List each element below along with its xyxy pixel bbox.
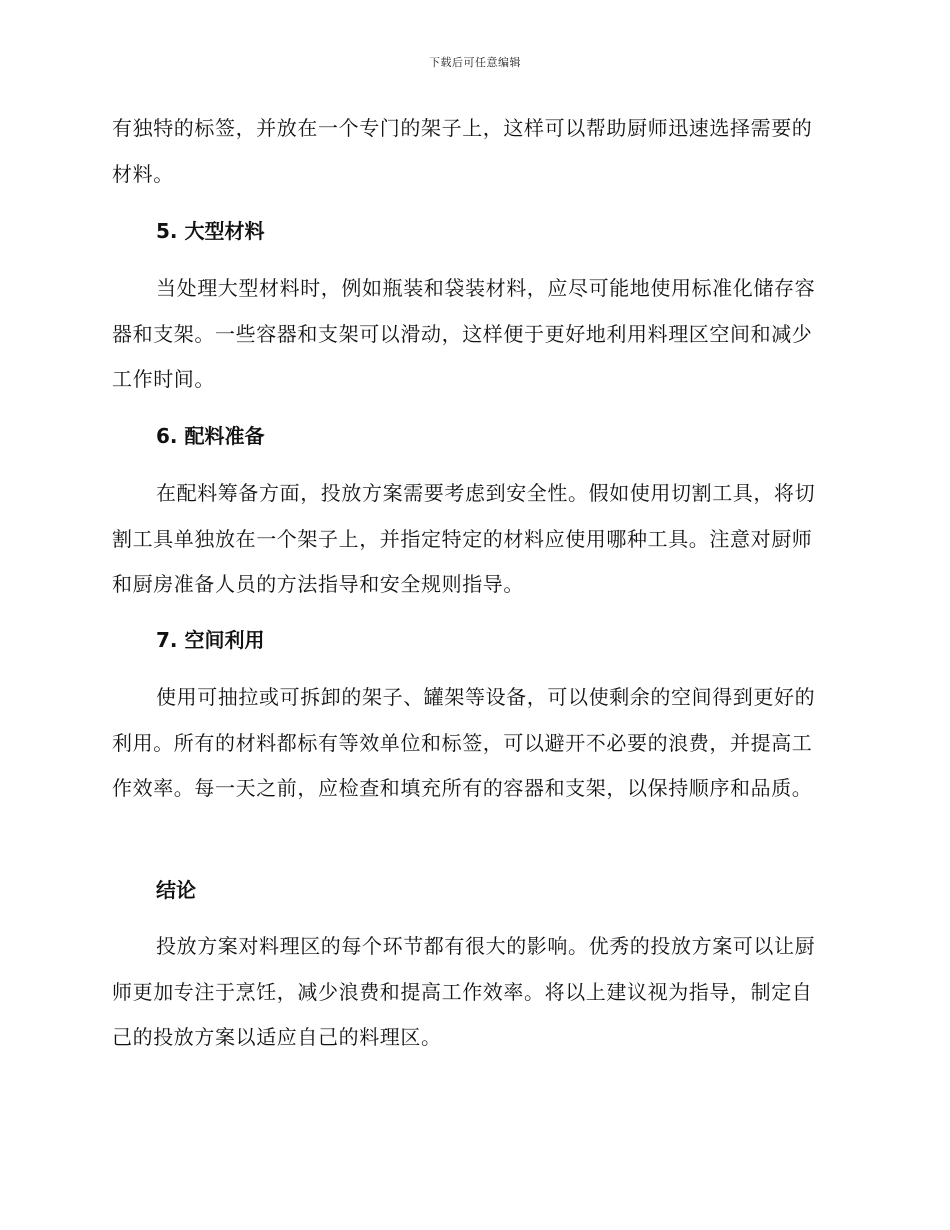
section-6-paragraph: 在配料筹备方面，投放方案需要考虑到安全性。假如使用切割工具，将切割工具单独放在一个架子上，并指定特定的材料应使用哪种工具。注意对厨师和厨房准备人员的方法指导和安全规则指导。 <box>112 481 816 596</box>
section-5-paragraph: 当处理大型材料时，例如瓶装和袋装材料，应尽可能地使用标准化储存容器和支架。一些容器和支架可以滑动，这样便于更好地利用料理区空间和减少工作时间。 <box>112 276 816 391</box>
section-7-paragraph: 使用可抽拉或可拆卸的架子、罐架等设备，可以使剩余的空间得到更好的利用。所有的材料都标有等效单位和标签，可以避开不必要的浪费，并提高工作效率。每一天之前，应检查和填充所有的容器和支架，以保持顺序和品质。 <box>112 685 816 800</box>
section-heading-7: 7. 空间利用 <box>156 628 265 652</box>
conclusion-heading: 结论 <box>156 878 196 902</box>
section-heading-5: 5. 大型材料 <box>156 219 265 243</box>
intro-paragraph: 有独特的标签，并放在一个专门的架子上，这样可以帮助厨师迅速选择需要的材料。 <box>112 116 813 186</box>
section-heading-6: 6. 配料准备 <box>156 424 265 448</box>
conclusion-paragraph: 投放方案对料理区的每个环节都有很大的影响。优秀的投放方案可以让厨师更加专注于烹饪，减少浪费和提高工作效率。将以上建议视为指导，制定自己的投放方案以适应自己的料理区。 <box>112 934 816 1049</box>
page-header: 下载后可任意编辑 <box>429 56 521 69</box>
